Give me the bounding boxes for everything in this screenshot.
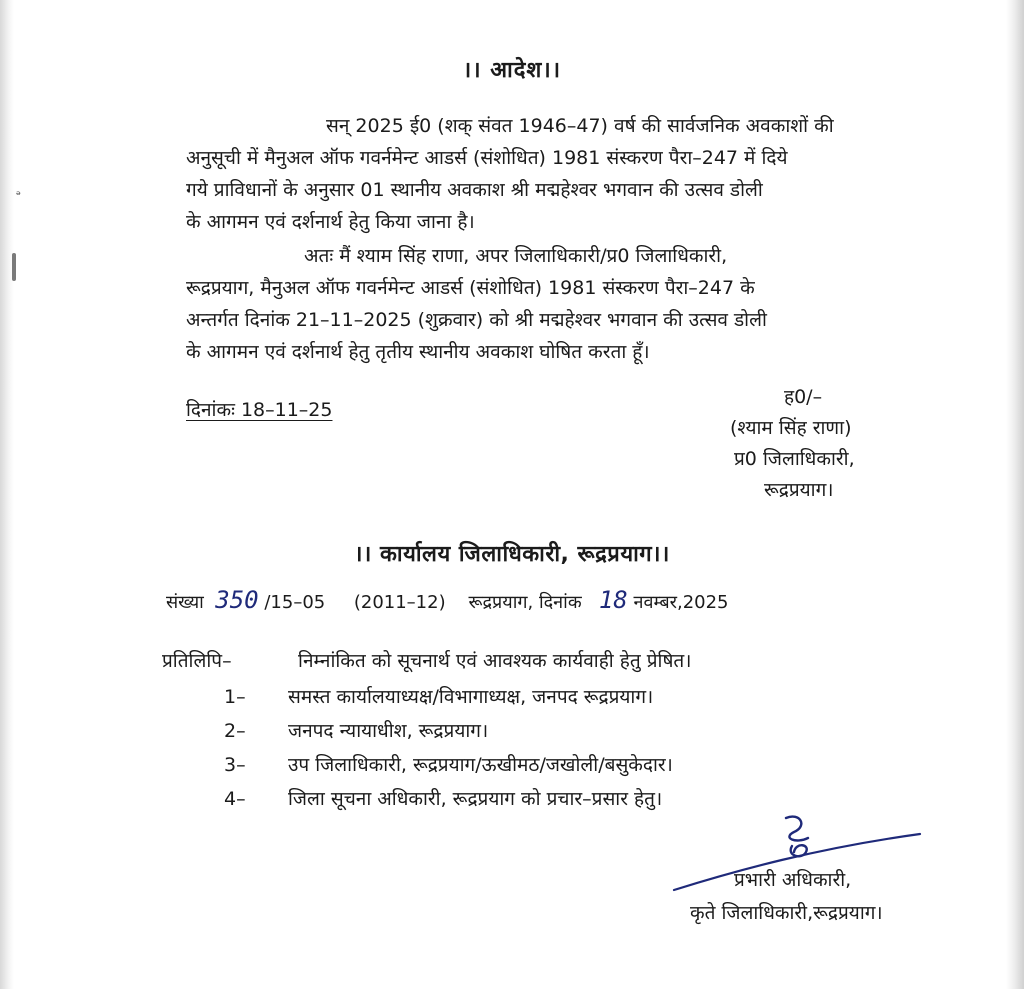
reference-number-handwritten: 350	[215, 586, 259, 614]
margin-tick-mark: ᵊ	[16, 188, 22, 202]
page-edge-left	[0, 0, 14, 989]
paragraph-line: अतः मैं श्याम सिंह राणा, अपर जिलाधिकारी/प्र0 जिलाधिकारी,	[304, 245, 728, 267]
copy-list	[224, 680, 673, 816]
reference-file: /15–05	[264, 592, 326, 613]
order-signature-block	[700, 382, 855, 506]
incharge-title: प्रभारी अधिकारी,	[734, 869, 852, 891]
order-date: दिनांकः 18–11–25	[186, 399, 333, 421]
signed-mark: ह0/–	[784, 386, 823, 408]
incharge-for: कृते जिलाधिकारी,रूद्रप्रयाग।	[690, 902, 883, 924]
reference-label: संख्या	[166, 592, 204, 613]
paragraph-line: अनुसूची में मैनुअल ऑफ गवर्नमेन्ट आडर्स (संशोधित) 1981 संस्करण पैरा–247 में दिये	[186, 147, 788, 169]
reference-place: रूद्रप्रयाग, दिनांक	[468, 592, 582, 613]
paragraph-line: अन्तर्गत दिनांक 21–11–2025 (शुक्रवार) को श्री मद्महेश्वर भगवान की उत्सव डोली	[186, 309, 767, 331]
list-item	[224, 748, 673, 782]
paragraph-line: गये प्राविधानों के अनुसार 01 स्थानीय अवकाश श्री मद्महेश्वर भगवान की उत्सव डोली	[186, 179, 763, 201]
copy-label: प्रतिलिपि–	[162, 650, 232, 672]
margin-bar-mark	[12, 253, 16, 281]
page-edge-right	[1006, 0, 1024, 989]
list-item-number: 4–	[224, 788, 246, 810]
reference-line	[166, 586, 729, 614]
signatory-designation: प्र0 जिलाधिकारी,	[734, 448, 855, 470]
list-item-text: जनपद न्यायाधीश, रूद्रप्रयाग।	[288, 720, 489, 742]
incharge-signature-block	[690, 864, 883, 930]
list-item-number: 3–	[224, 754, 246, 776]
list-item-text: जिला सूचना अधिकारी, रूद्रप्रयाग को प्रचार–प्रसार हेतु।	[288, 788, 663, 810]
reference-day-handwritten: 18	[598, 586, 628, 614]
order-paragraph-2	[186, 240, 972, 368]
signatory-place: रूद्रप्रयाग।	[764, 479, 834, 501]
list-item	[224, 714, 673, 748]
reference-year: (2011–12)	[353, 592, 446, 613]
order-paragraph-1	[186, 110, 972, 238]
paragraph-line: रूद्रप्रयाग, मैनुअल ऑफ गवर्नमेन्ट आडर्स (संशोधित) 1981 संस्करण पैरा–247 के	[186, 277, 755, 299]
reference-month-year: नवम्बर,2025	[633, 592, 729, 613]
order-title: ।। आदेश।।	[462, 58, 562, 83]
paragraph-line: के आगमन एवं दर्शनार्थ हेतु तृतीय स्थानीय अवकाश घोषित करता हूँ।	[186, 341, 650, 363]
list-item-number: 1–	[224, 686, 246, 708]
list-item-number: 2–	[224, 720, 246, 742]
list-item	[224, 680, 673, 714]
list-item-text: समस्त कार्यालयाध्यक्ष/विभागाध्यक्ष, जनपद रूद्रप्रयाग।	[288, 686, 654, 708]
signatory-name: (श्याम सिंह राणा)	[730, 417, 852, 439]
paragraph-line: के आगमन एवं दर्शनार्थ हेतु किया जाना है।	[186, 211, 475, 233]
copy-heading	[162, 647, 691, 673]
office-title: ।। कार्यालय जिलाधिकारी, रूद्रप्रयाग।।	[354, 542, 670, 567]
copy-text: निम्नांकित को सूचनार्थ एवं आवश्यक कार्यवाही हेतु प्रेषित।	[298, 650, 692, 672]
list-item	[224, 782, 673, 816]
paragraph-line: सन् 2025 ई0 (शक् संवत 1946–47) वर्ष की सार्वजनिक अवकाशों की	[326, 115, 834, 137]
list-item-text: उप जिलाधिकारी, रूद्रप्रयाग/ऊखीमठ/जखोली/बसुकेदार।	[288, 754, 673, 776]
